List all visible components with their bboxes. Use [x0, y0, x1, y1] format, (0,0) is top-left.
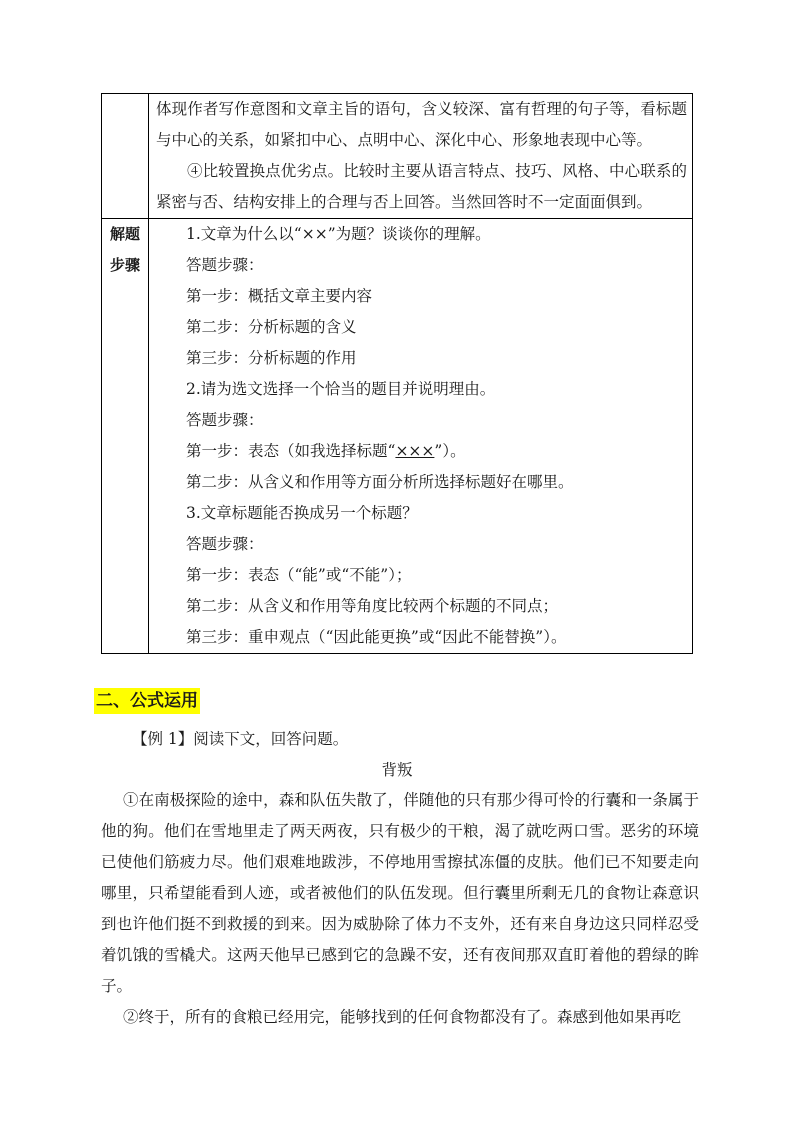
table-row	[102, 94, 693, 219]
steps-label: 答题步骤：	[186, 535, 264, 553]
step: 第三步：分析标题的作用	[186, 349, 357, 367]
step-prefix: 第一步：表态（如我选择标题“	[186, 442, 396, 460]
question: 2.请为选文选择一个恰当的题目并说明理由。	[186, 380, 496, 398]
table-label-cell	[102, 219, 149, 654]
step-suffix: ”）。	[434, 442, 466, 460]
steps-label: 答题步骤：	[186, 256, 264, 274]
example-intro: 【例 1】阅读下文，回答问题。	[132, 730, 349, 748]
table-label-cell-empty	[102, 94, 149, 219]
table-paragraph: ④比较置换点优劣点。比较时主要从语言特点、技巧、风格、中心联系的紧密与否、结构安排上的合理与否上回答。当然回答时不一定面面俱到。	[156, 162, 687, 211]
table-content-cell	[149, 219, 693, 654]
article-body	[101, 785, 699, 1033]
question: 1.文章为什么以“××”为题？谈谈你的理解。	[186, 225, 491, 243]
table-row	[102, 219, 693, 654]
underlined-placeholder: ×××	[395, 442, 435, 460]
step: 第二步：分析标题的含义	[186, 318, 357, 336]
step: 第二步：从含义和作用等角度比较两个标题的不同点；	[186, 597, 559, 615]
step: 第三步：重申观点（“因此能更换”或“因此不能替换”）。	[186, 628, 567, 646]
table-paragraph: 体现作者写作意图和文章主旨的语句，含义较深、富有哲理的句子等，看标题与中心的关系，如紧扣中心、点明中心、深化中心、形象地表现中心等。	[156, 100, 687, 149]
article-title: 背叛	[381, 761, 413, 779]
section-title: 二、公式运用	[94, 688, 200, 714]
step: 第一步：概括文章主要内容	[186, 287, 373, 305]
article-paragraph: ①在南极探险的途中，森和队伍失散了，伴随他的只有那少得可怜的行囊和一条属于他的狗。他们在雪地里走了两天两夜，只有极少的干粮，渴了就吃两口雪。恶劣的环境已使他们筋疲力尽。他们艰难地跋涉，不停地用雪擦拭冻僵的皮肤。他们已不知要走向哪里，只希望能看到人迹，或者被他们的队伍发现。但行囊里所剩无几的食物让森意识到也许他们挺不到救援的到来。因为威胁除了体力不支外，还有来自身边这只同样忍受着饥饿的雪橇犬。这两天他早已感到它的急躁不安，还有夜间那双直盯着他的碧绿的眸子。	[101, 791, 699, 995]
question: 3.文章标题能否换成另一个标题？	[186, 504, 418, 522]
method-table	[101, 93, 693, 654]
steps-label: 答题步骤：	[186, 411, 264, 429]
table-content-cell	[149, 94, 693, 219]
step	[186, 436, 692, 467]
row-label-line: 步骤	[109, 256, 140, 274]
answer-steps	[149, 219, 692, 653]
article-paragraph: ②终于，所有的食粮已经用完，能够找到的任何食物都没有了。森感到他如果再吃	[123, 1008, 682, 1026]
step: 第一步：表态（“能”或“不能”）；	[186, 566, 412, 584]
step: 第二步：从含义和作用等方面分析所选择标题好在哪里。	[186, 473, 574, 491]
row-label-line: 解题	[109, 225, 140, 243]
